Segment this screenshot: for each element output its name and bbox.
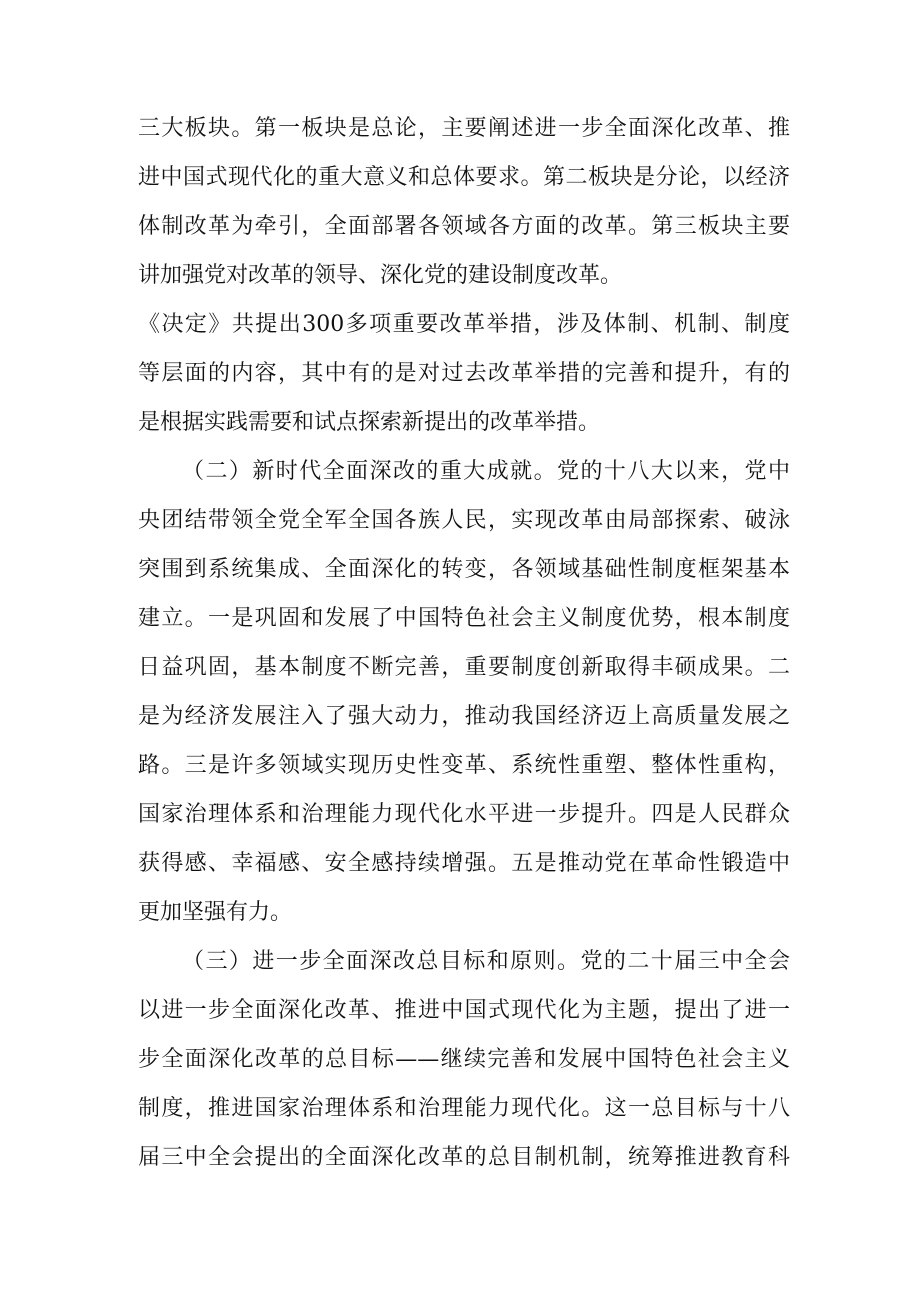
text-line: 等层面的内容，其中有的是对过去改革举措的完善和提升，有的 — [138, 361, 790, 386]
text-line: 进中国式现代化的重大意义和总体要求。第二板块是分论，以经济 — [138, 165, 790, 190]
paragraph-4 — [138, 937, 790, 1182]
text-line: 是根据实践需要和试点探索新提出的改革举措。 — [138, 410, 601, 435]
text-line: 体制改革为牵引，全面部署各领域各方面的改革。第三板块主要 — [138, 214, 790, 239]
text-line: 是为经济发展注入了强大动力，推动我国经济迈上高质量发展之 — [138, 704, 790, 729]
text-line: 届三中全会提出的全面深化改革的总目制机制，统筹推进教育科 — [138, 1145, 790, 1170]
text-line: 突围到系统集成、全面深化的转变，各领域基础性制度框架基本 — [138, 557, 790, 582]
text-line: （二）新时代全面深改的重大成就。党的十八大以来，党中 — [182, 459, 790, 484]
text-line: 路。三是许多领域实现历史性变革、系统性重塑、整体性重构， — [138, 753, 790, 778]
text-line: 三大板块。第一板块是总论，主要阐述进一步全面深化改革、推 — [138, 116, 790, 141]
text-line: 《决定》共提出300多项重要改革举措，涉及体制、机制、制度 — [138, 312, 790, 337]
text-line: 制度，推进国家治理体系和治理能力现代化。这一总目标与十八 — [138, 1096, 790, 1121]
paragraph-3 — [138, 447, 790, 937]
text-line: 步全面深化改革的总目标——继续完善和发展中国特色社会主义 — [138, 1047, 790, 1072]
text-line: 建立。一是巩固和发展了中国特色社会主义制度优势，根本制度 — [138, 606, 790, 631]
text-line: 更加坚强有力。 — [138, 900, 293, 925]
text-line: 讲加强党对改革的领导、深化党的建设制度改革。 — [138, 263, 623, 288]
text-line: 日益巩固，基本制度不断完善，重要制度创新取得丰硕成果。二 — [138, 655, 790, 680]
text-line: （三）进一步全面深改总目标和原则。党的二十届三中全会 — [182, 949, 790, 974]
text-line: 国家治理体系和治理能力现代化水平进一步提升。四是人民群众 — [138, 802, 790, 827]
text-line: 获得感、幸福感、安全感持续增强。五是推动党在革命性锻造中 — [138, 851, 790, 876]
text-line: 以进一步全面深化改革、推进中国式现代化为主题，提出了进一 — [138, 998, 790, 1023]
document-body — [138, 104, 790, 1182]
paragraph-1 — [138, 104, 790, 300]
paragraph-2 — [138, 300, 790, 447]
text-line: 央团结带领全党全军全国各族人民，实现改革由局部探索、破泳 — [138, 508, 790, 533]
